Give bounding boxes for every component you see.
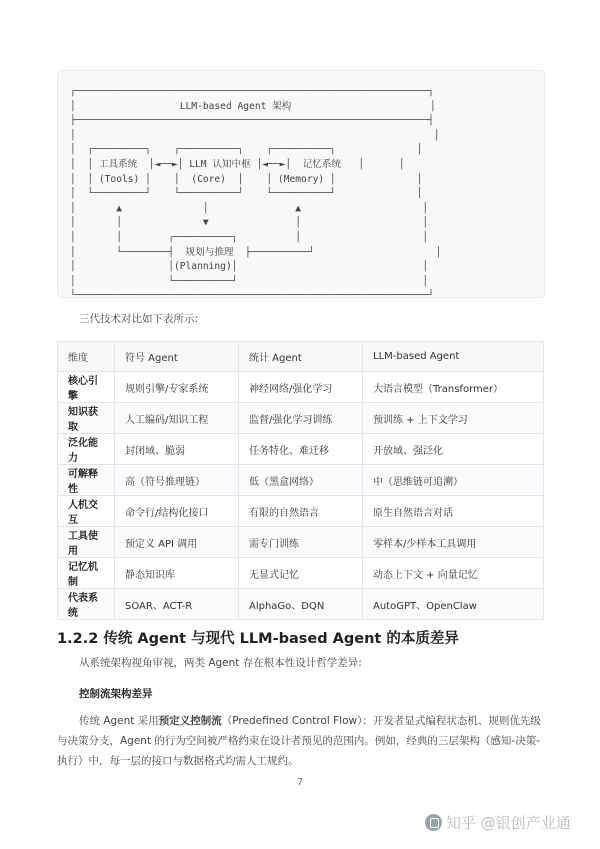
paragraph: 从系统架构视角审视，两类 Agent 存在根本性设计哲学差异: [79, 657, 362, 669]
table-cell: 开放域、强泛化 [363, 434, 544, 465]
table-row [58, 496, 544, 527]
table-row [58, 527, 544, 558]
subheading: 控制流架构差异 [79, 688, 153, 700]
table-cell: 中（思维链可追溯） [363, 465, 544, 496]
table-row-header: 泛化能力 [58, 434, 115, 465]
paragraph-text: 传统 Agent 采用 [79, 715, 159, 727]
table-cell: 任务特化、难迁移 [239, 434, 363, 465]
comparison-table [57, 341, 544, 620]
table-cell: 人工编码/知识工程 [115, 403, 239, 434]
table-row [58, 403, 544, 434]
paragraph-bold-term: 预定义控制流 [158, 715, 222, 727]
page-number: 7 [296, 777, 304, 788]
table-cell: 需专门训练 [239, 527, 363, 558]
table-header-cell: LLM-based Agent [363, 342, 544, 372]
table-header-row [58, 342, 544, 372]
table-cell: 原生自然语言对话 [363, 496, 544, 527]
table-cell: 高（符号推理链） [115, 465, 239, 496]
table-cell: 神经网络/强化学习 [239, 372, 363, 403]
table-cell: 封闭域、脆弱 [115, 434, 239, 465]
paragraph-text: （Predefined Control Flow）：开发者显式编程状态机、规则优先级与决策分支，Agent 的行为空间被严格约束在设计者预见的范围内。例如，经典的三层架构（感知-决策-执行）中，每一层的接口与数据格式均需人工规约。 [57, 715, 541, 767]
table-row-header: 记忆机制 [58, 558, 115, 589]
table-cell: 无显式记忆 [239, 558, 363, 589]
table-row [58, 465, 544, 496]
architecture-diagram [57, 70, 545, 302]
table-row [58, 558, 544, 589]
table-row-header: 工具使用 [58, 527, 115, 558]
table-cell: 低（黑盒网络） [239, 465, 363, 496]
table-cell: AutoGPT、OpenClaw [363, 589, 544, 620]
intro-text: 三代技术对比如下表所示: [79, 313, 199, 325]
table-cell: 预训练 + 上下文学习 [363, 403, 544, 434]
table-row-header: 知识获取 [58, 403, 115, 434]
watermark-icon [425, 814, 442, 831]
table-row [58, 589, 544, 620]
table-row [58, 434, 544, 465]
table-header-cell: 统计 Agent [239, 342, 363, 372]
table-cell: 零样本/少样本工具调用 [363, 527, 544, 558]
table-cell: 大语言模型（Transformer） [363, 372, 544, 403]
table-header-cell: 符号 Agent [115, 342, 239, 372]
table-cell: AlphaGo、DQN [239, 589, 363, 620]
table-header-cell: 维度 [58, 342, 115, 372]
table-cell: SOAR、ACT-R [115, 589, 239, 620]
table-cell: 预定义 API 调用 [115, 527, 239, 558]
table-row [58, 372, 544, 403]
table-cell: 静态知识库 [115, 558, 239, 589]
architecture-diagram-text: ┌─────────────────────────────────────────────────────────────┐ │ LLM-based Agent 架构 │ ├─────────────────────────────────────────────────────────────┤ │ │ │ ┌─────────┐ ┌──────────┐ ┌──────────┐ │ │ │ 工具系统 │◄──►│ LLM 认知中枢 │◄──►│ 记忆系统 │ │ │ │ (Tools) │ │ (Core) │ │ (Memory) │ │ │ └─────────┘ └──────────┘ └──────────┘ │ │ ▲ │ ▲ │ │ │ ▼ │ │ │ │ ┌──────────┐ │ │ │ └────────┤ 规划与推理 ├──────────┘ │ │ │(Planning)│ │ │ └──────────┘ │ └─────────────────────────────────────────────────────────────┘ [70, 86, 442, 302]
watermark [425, 812, 571, 833]
table-cell: 命令行/结构化接口 [115, 496, 239, 527]
paragraph [57, 711, 543, 771]
table-cell: 动态上下文 + 向量记忆 [363, 558, 544, 589]
table-cell: 有限的自然语言 [239, 496, 363, 527]
watermark-text: 知乎 @银创产业通 [446, 814, 571, 832]
table-cell: 监督/强化学习训练 [239, 403, 363, 434]
table-cell: 规则引擎/专家系统 [115, 372, 239, 403]
table-row-header: 人机交互 [58, 496, 115, 527]
section-title: 1.2.2 传统 Agent 与现代 LLM-based Agent 的本质差异 [57, 631, 459, 647]
table-row-header: 核心引擎 [58, 372, 115, 403]
table-row-header: 代表系统 [58, 589, 115, 620]
table-row-header: 可解释性 [58, 465, 115, 496]
